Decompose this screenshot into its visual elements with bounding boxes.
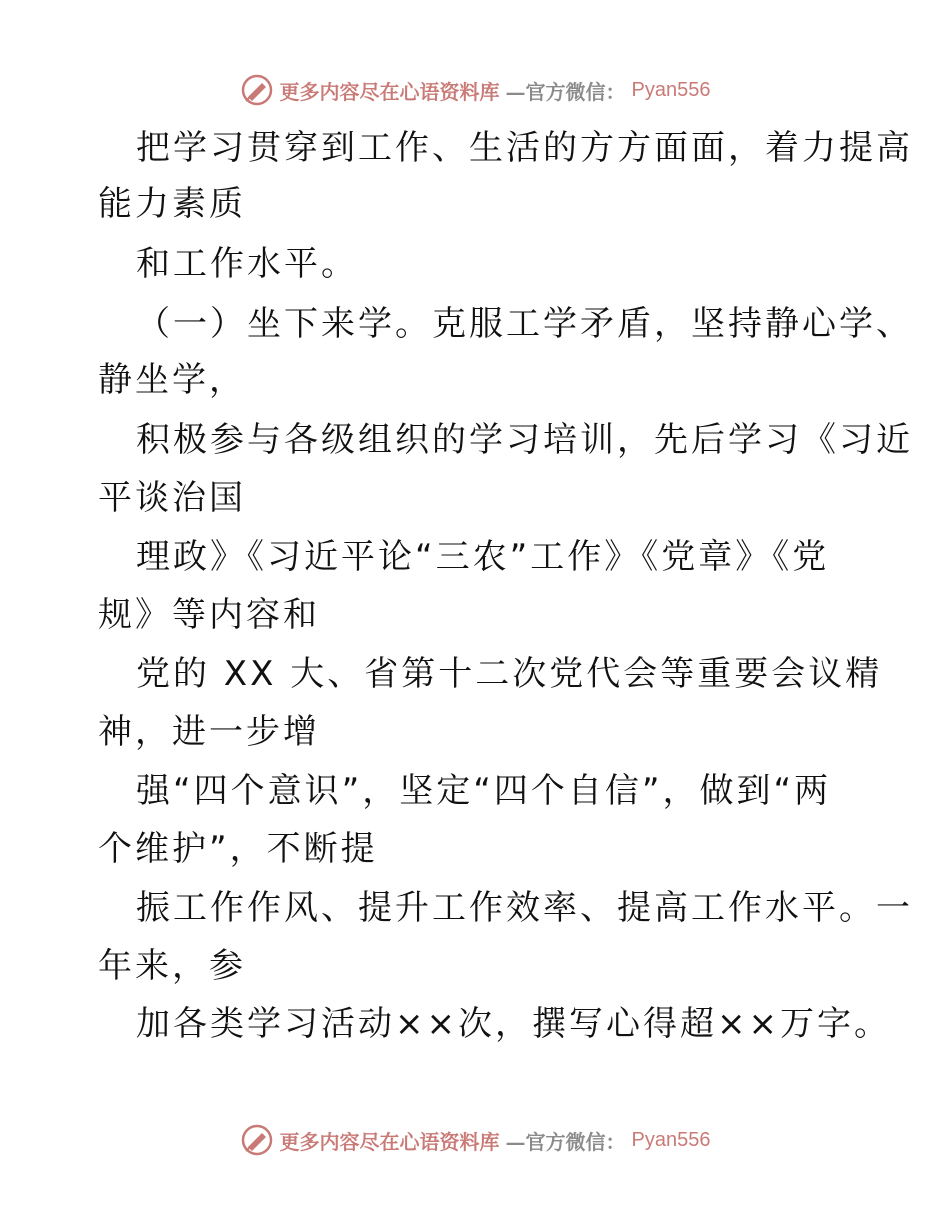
paragraph-line: 加各类学习活动××次，撰写心得超××万字。 [136,1004,891,1044]
paragraph-line: 规》等内容和 [98,595,320,635]
watermark-wechat-id: Pyan556 [631,78,711,101]
watermark-separator-text: —官方微信： [505,1129,626,1154]
paragraph-line: 平谈治国 [98,478,246,518]
paragraph-line: 静坐学， [98,360,246,400]
paragraph-line: 振工作作风、提升工作效率、提高工作水平。一 [136,888,913,928]
paragraph-line: 把学习贯穿到工作、生活的方方面面，着力提高 [136,128,913,168]
watermark-wechat-id: Pyan556 [631,1128,711,1151]
logo-icon [240,1123,274,1157]
paragraph-line: 理政》《习近平论“三农”工作》《党章》《党 [136,537,830,577]
paragraph-line: 年来，参 [98,946,246,986]
watermark-separator-text: —官方微信： [505,79,626,104]
paragraph-line: 神，进一步增 [98,712,320,752]
paragraph-line: （一）坐下来学。克服工学矛盾，坚持静心学、 [136,304,913,344]
paragraph-line: 党的 XX 大、省第十二次党代会等重要会议精 [136,654,883,694]
paragraph-line: 和工作水平。 [136,244,358,284]
paragraph-line: 个维护”，不断提 [98,829,378,869]
paragraph-line: 能力素质 [98,184,246,224]
watermark-main-text: 更多内容尽在心语资料库 [279,1129,500,1154]
paragraph-line: 积极参与各级组织的学习培训，先后学习《习近 [136,420,913,460]
paragraph-line: 强“四个意识”，坚定“四个自信”，做到“两 [136,771,832,811]
watermark-main-text: 更多内容尽在心语资料库 [279,79,500,104]
footer-watermark [0,1122,950,1158]
